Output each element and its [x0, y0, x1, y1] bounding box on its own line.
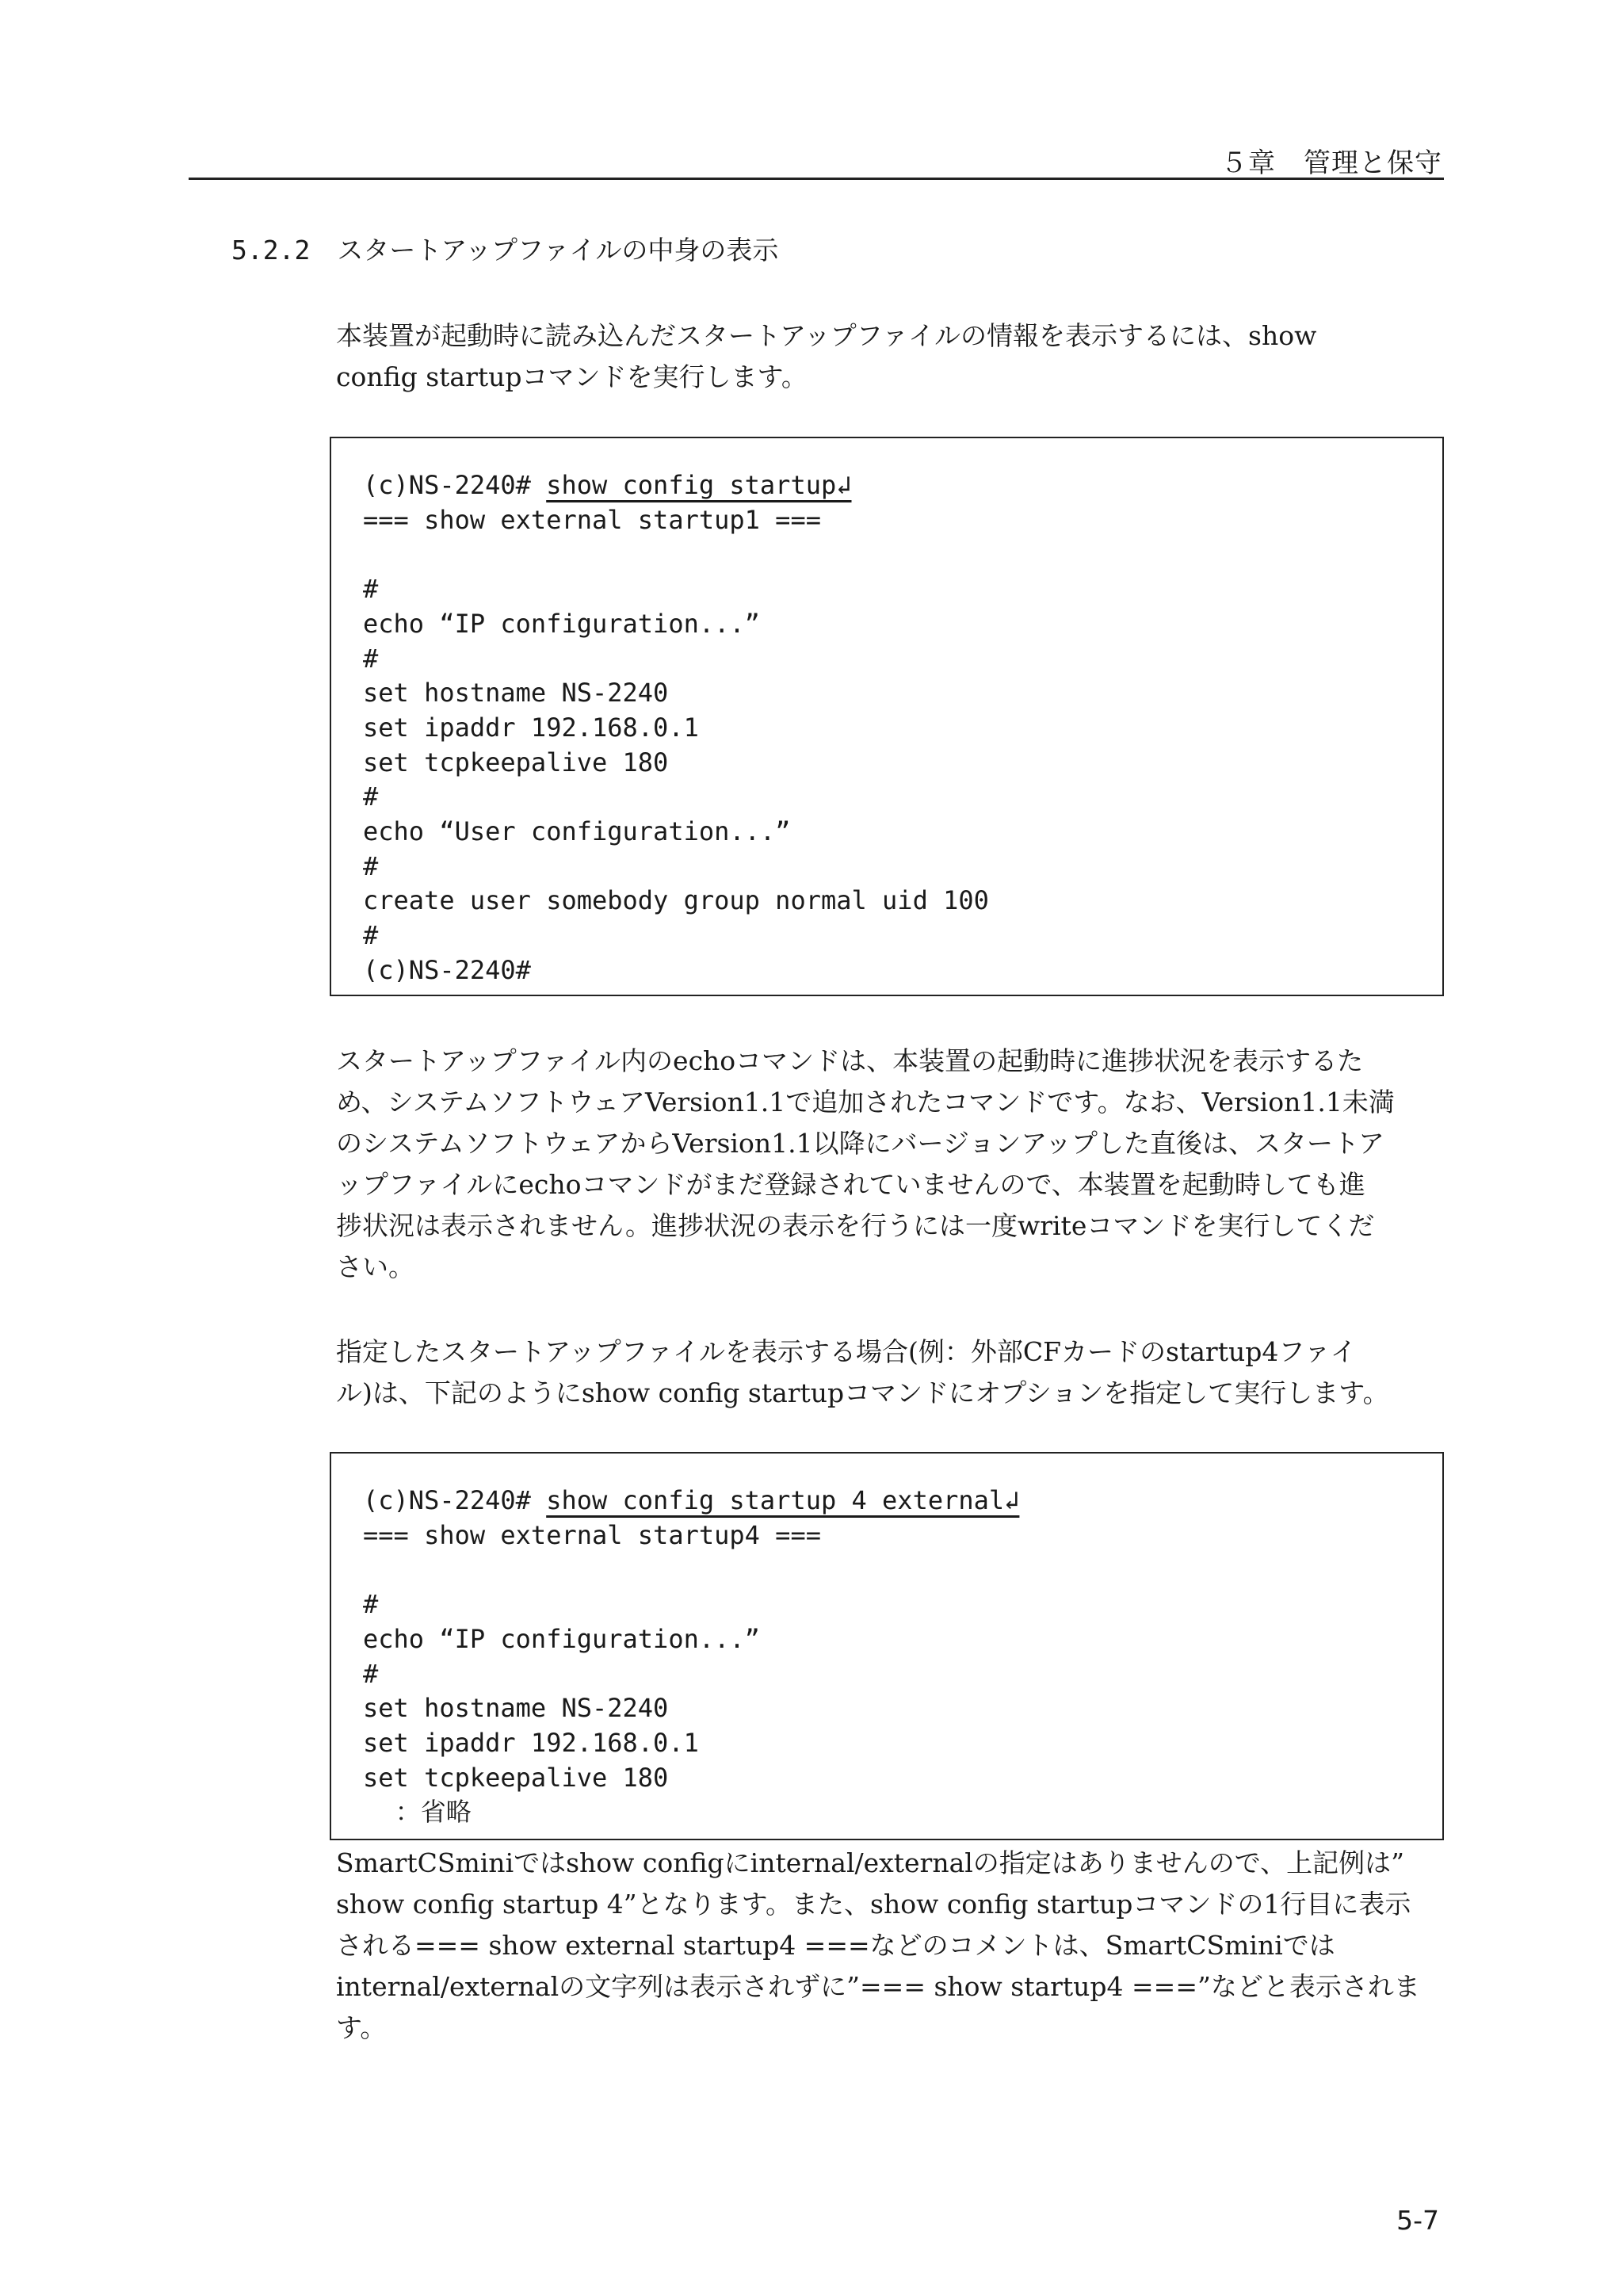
page-number: 5-7 [1396, 2205, 1439, 2236]
code-2-omitted: ：省略 [363, 1797, 472, 1828]
code-2-output: === show external startup4 === # echo “IP configuration...” # set hostname NS-2240 set ipaddr 192.168.0.1 set tcpkeepalive 180 [363, 1519, 821, 1793]
chapter-header: ５章 管理と保守 [1220, 147, 1442, 179]
code-example-2-text [363, 1484, 1019, 1830]
echo-note-paragraph: スタートアップファイル内のechoコマンドは、本装置の起動時に進捗状況を表示するた め、システムソフトウェアVersion1.1で追加されたコマンドです。なお、Version1.1未満 のシステムソフトウェアからVersion1.1以降にバージョンアップした直後は、スタートア ップファイルにechoコマンドがまだ登録されていませんので、本装置を起動時しても進 捗状況は表示されません。進捗状況の表示を行うには一度writeコマンドを実行してくだ さい。 [336, 1045, 1395, 1282]
code-example-1-text [363, 468, 989, 988]
intro-paragraph: 本装置が起動時に読み込んだスタートアップファイルの情報を表示するには、show config startupコマンドを実行します。 [336, 320, 1317, 392]
smartcsmini-paragraph: SmartCSminiではshow configにinternal/externalの指定はありませんので、上記例は” show config startup 4”となります。また、show config startupコマンドの1行目に表示 される=== show external startup4 ===などのコメントは、SmartCSminiでは internal/externalの文字列は表示されずに”=== show startup4 ===”などと表示されま す。 [336, 1847, 1420, 2043]
header-rule [189, 178, 1444, 180]
code-example-2 [330, 1452, 1444, 1840]
section-heading [231, 230, 778, 267]
code-2-prompt: (c)NS-2240# [363, 1485, 547, 1515]
option-paragraph: 指定したスタートアップファイルを表示する場合(例：外部CFカードのstartup4ファイ ル)は、下記のようにshow config startupコマンドにオプションを指定して実行します。 [336, 1336, 1389, 1408]
code-2-command: show config startup 4 external↲ [546, 1485, 1020, 1515]
section-number: 5.2.2 [231, 235, 311, 266]
section-title: スタートアップファイルの中身の表示 [337, 235, 779, 266]
code-1-prompt: (c)NS-2240# [363, 470, 547, 500]
code-1-output: === show external startup1 === # echo “IP configuration...” # set hostname NS-2240 set ipaddr 192.168.0.1 set tcpkeepalive 180 # echo “User configuration...” # create user somebody group normal uid 100 # (c)NS-2240# [363, 504, 989, 985]
code-1-command: show config startup↲ [546, 470, 852, 500]
code-example-1 [330, 437, 1444, 996]
